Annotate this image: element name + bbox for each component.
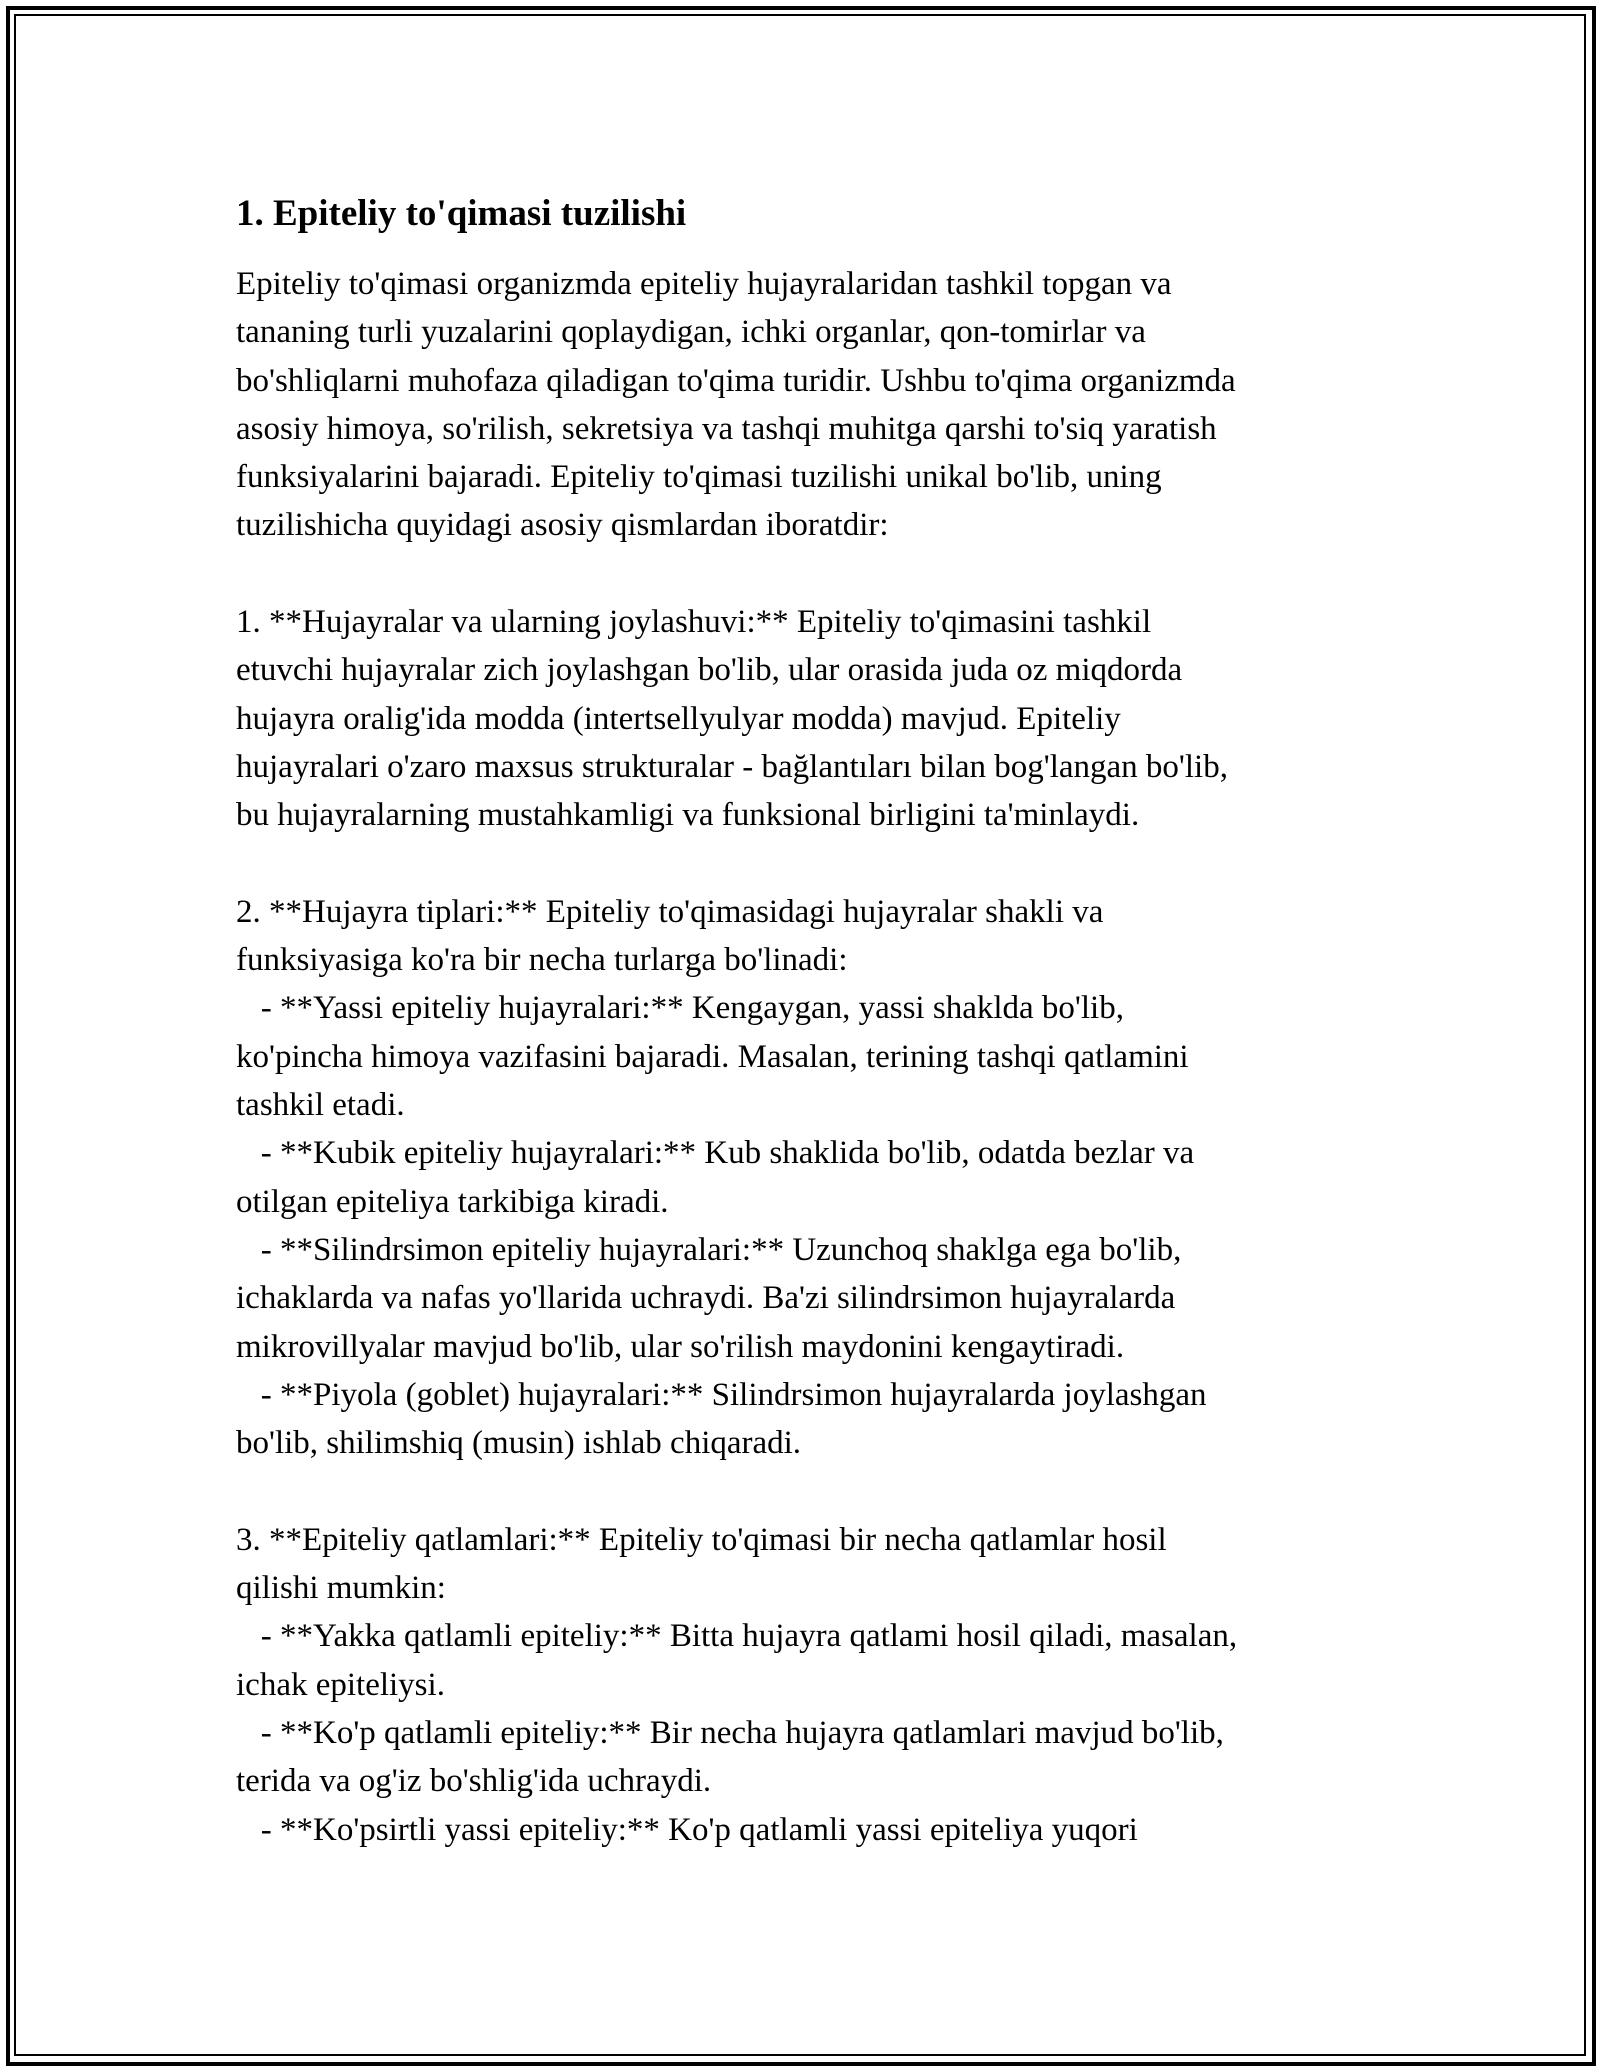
text-line: bo'lib, shilimshiq (musin) ishlab chiqaradi.	[236, 1425, 802, 1462]
text-line: etuvchi hujayralar zich joylashgan bo'lib, ular orasida juda oz miqdorda	[236, 652, 1183, 689]
paragraphs-container	[236, 260, 1366, 1854]
text-line: - **Ko'p qatlamli epiteliy:** Bir necha hujayra qatlamlari mavjud bo'lib,	[236, 1714, 1224, 1751]
text-line: asosiy himoya, so'rilish, sekretsiya va tashqi muhitga qarshi to'siq yaratish	[236, 410, 1217, 447]
paragraph-spacer	[236, 1467, 1366, 1515]
text-line: 3. **Epiteliy qatlamlari:** Epiteliy to'qimasi bir necha qatlamlar hosil	[236, 1521, 1167, 1558]
paragraph	[236, 1516, 1366, 1854]
text-line: 1. **Hujayralar va ularning joylashuvi:** Epiteliy to'qimasini tashkil	[236, 604, 1152, 641]
text-line: ichak epiteliysi.	[236, 1666, 445, 1703]
document-body	[236, 190, 1366, 1854]
paragraph	[236, 260, 1366, 550]
paragraph-spacer	[236, 550, 1366, 598]
text-line: qilishi mumkin:	[236, 1570, 446, 1607]
text-line: mikrovillyalar mavjud bo'lib, ular so'rilish maydonini kengaytiradi.	[236, 1328, 1125, 1365]
text-line: terida va og'iz bo'shlig'ida uchraydi.	[236, 1763, 712, 1800]
text-line: ko'pincha himoya vazifasini bajaradi. Masalan, terining tashqi qatlamini	[236, 1038, 1189, 1075]
paragraph	[236, 598, 1366, 839]
text-line: hujayra oralig'ida modda (intertsellyulyar modda) mavjud. Epiteliy	[236, 700, 1121, 737]
text-line: hujayralari o'zaro maxsus strukturalar - bağlantıları bilan bog'langan bo'lib,	[236, 748, 1228, 785]
text-line: - **Silindrsimon epiteliy hujayralari:** Uzunchoq shaklga ega bo'lib,	[236, 1231, 1182, 1268]
text-line: Epiteliy to'qimasi organizmda epiteliy hujayralaridan tashkil topgan va	[236, 266, 1172, 302]
paragraph-spacer	[236, 840, 1366, 888]
text-line: otilgan epiteliya tarkibiga kiradi.	[236, 1183, 669, 1220]
text-line: - **Ko'psirtli yassi epiteliy:** Ko'p qatlamli yassi epiteliya yuqori	[236, 1811, 1138, 1848]
text-line: - **Kubik epiteliy hujayralari:** Kub shaklida bo'lib, odatda bezlar va	[236, 1135, 1195, 1172]
text-line: tuzilishicha quyidagi asosiy qismlardan iboratdir:	[236, 507, 889, 544]
text-line: - **Piyola (goblet) hujayralari:** Silindrsimon hujayralarda joylashgan	[236, 1376, 1207, 1413]
text-line: bo'shliqlarni muhofaza qiladigan to'qima turidir. Ushbu to'qima organizmda	[236, 362, 1236, 399]
section-heading: 1. Epiteliy to'qimasi tuzilishi	[236, 193, 687, 234]
text-line: 2. **Hujayra tiplari:** Epiteliy to'qimasidagi hujayralar shakli va	[236, 893, 1104, 930]
text-line: tananing turli yuzalarini qoplaydigan, ichki organlar, qon-tomirlar va	[236, 314, 1146, 351]
text-line: funksiyasiga ko'ra bir necha turlarga bo'linadi:	[236, 942, 848, 979]
paragraph	[236, 888, 1366, 1468]
text-line: tashkil etadi.	[236, 1087, 405, 1124]
text-line: funksiyalarini bajaradi. Epiteliy to'qimasi tuzilishi unikal bo'lib, uning	[236, 459, 1162, 496]
text-line: bu hujayralarning mustahkamligi va funksional birligini ta'minlaydi.	[236, 797, 1140, 834]
text-line: ichaklarda va nafas yo'llarida uchraydi. Ba'zi silindrsimon hujayralarda	[236, 1280, 1176, 1317]
text-line: - **Yassi epiteliy hujayralari:** Kengaygan, yassi shaklda bo'lib,	[236, 990, 1124, 1027]
text-line: - **Yakka qatlamli epiteliy:** Bitta hujayra qatlami hosil qiladi, masalan,	[236, 1618, 1238, 1655]
